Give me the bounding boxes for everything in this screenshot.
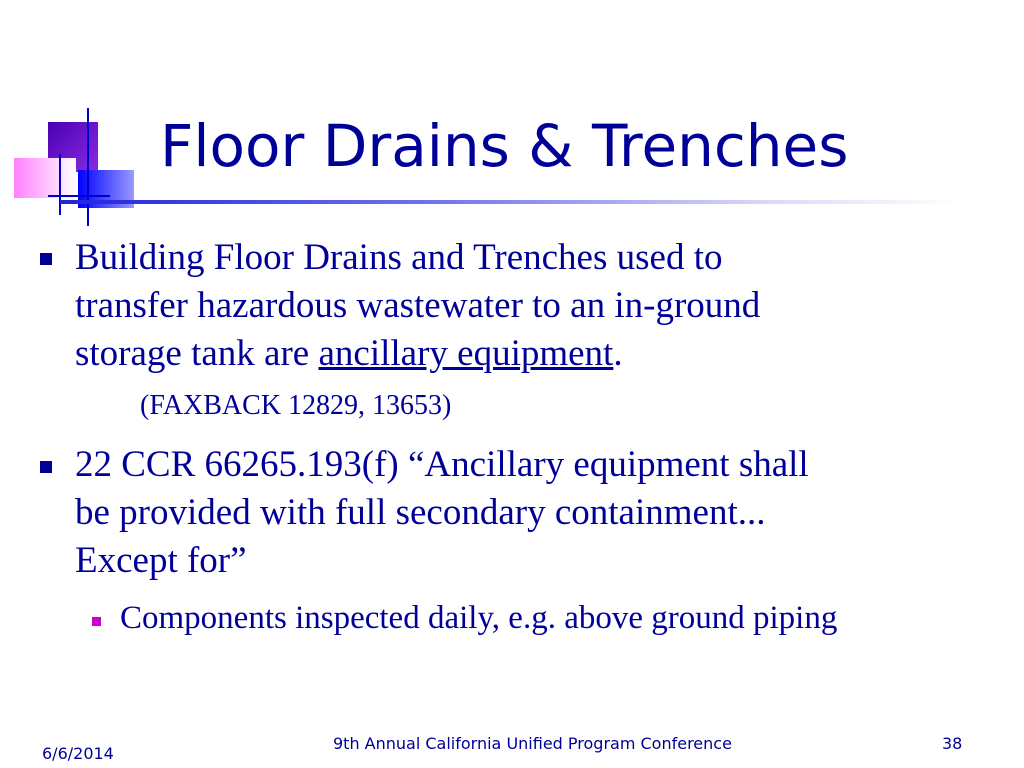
slide-title: Floor Drains & Trenches bbox=[160, 112, 849, 180]
bullet-marker bbox=[40, 253, 52, 265]
sub-bullet-marker bbox=[92, 617, 101, 626]
footer-conference-name: 9th Annual California Unified Program Conference bbox=[333, 734, 732, 753]
bullet-marker bbox=[40, 461, 52, 473]
bullet-1-line-3-prefix: storage tank are bbox=[75, 333, 319, 374]
faxback-reference: (FAXBACK 12829, 13653) bbox=[140, 390, 452, 421]
bullet-1-line-1: Building Floor Drains and Trenches used to bbox=[75, 237, 723, 278]
footer-page-number: 38 bbox=[942, 734, 963, 753]
bullet-1-line-3-suffix: . bbox=[613, 333, 623, 374]
sub-bullet-item: Components inspected daily, e.g. above ground piping bbox=[120, 600, 838, 636]
bullet-1-line-2: transfer hazardous wastewater to an in-ground bbox=[75, 285, 761, 326]
bullet-2-line-3: Except for” bbox=[75, 540, 247, 581]
bullet-2-line-1: 22 CCR 66265.193(f) “Ancillary equipment shall bbox=[75, 444, 809, 485]
bullet-2-line-2: be provided with full secondary containment... bbox=[75, 492, 766, 533]
bullet-1-line-3 bbox=[75, 332, 623, 376]
ancillary-equipment-underlined-text: ancillary equipment bbox=[318, 333, 614, 374]
footer-date: 6/6/2014 bbox=[42, 744, 114, 763]
